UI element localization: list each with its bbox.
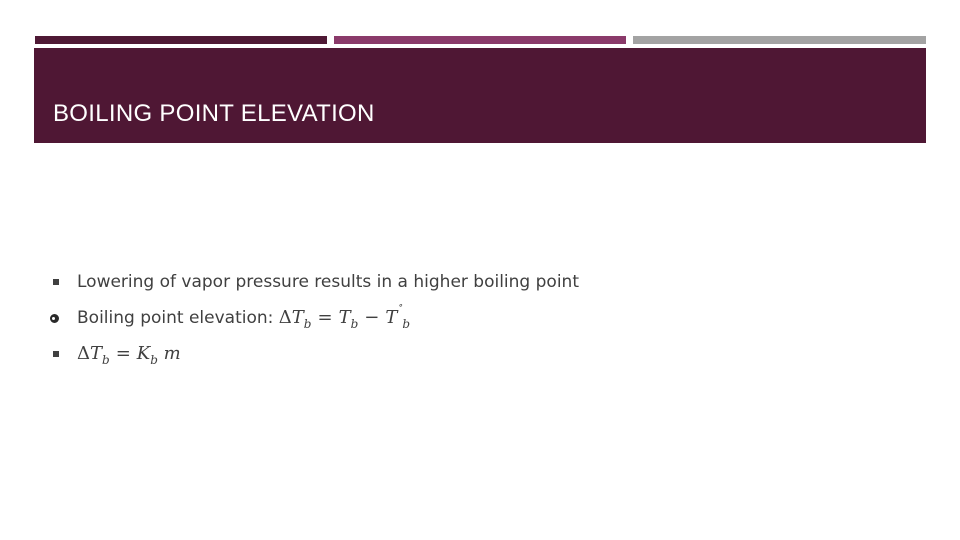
bullet-item-vapor-pressure	[50, 270, 579, 306]
bullet-text: Boiling point elevation:	[77, 308, 279, 328]
accent-bar-middle	[334, 36, 626, 44]
bullet-list	[50, 270, 579, 378]
accent-bar-left	[35, 36, 327, 44]
bullet-item-boiling-point-elevation	[50, 306, 579, 342]
square-bullet-icon	[53, 351, 59, 357]
elevation-formula-equation: $\Delta T_b = K_b$ m	[77, 343, 181, 367]
accent-bar-right	[633, 36, 926, 44]
square-bullet-icon	[53, 279, 59, 285]
bullet-text: Lowering of vapor pressure results in a higher boiling point	[77, 272, 579, 292]
bullet-item-elevation-formula	[50, 342, 579, 378]
title-band	[34, 48, 926, 143]
boiling-point-equation: $\Delta T_b = T_b - T^˚_b$	[278, 305, 411, 331]
circle-bullet-icon	[50, 314, 59, 323]
slide-title: BOILING POINT ELEVATION	[53, 100, 375, 127]
